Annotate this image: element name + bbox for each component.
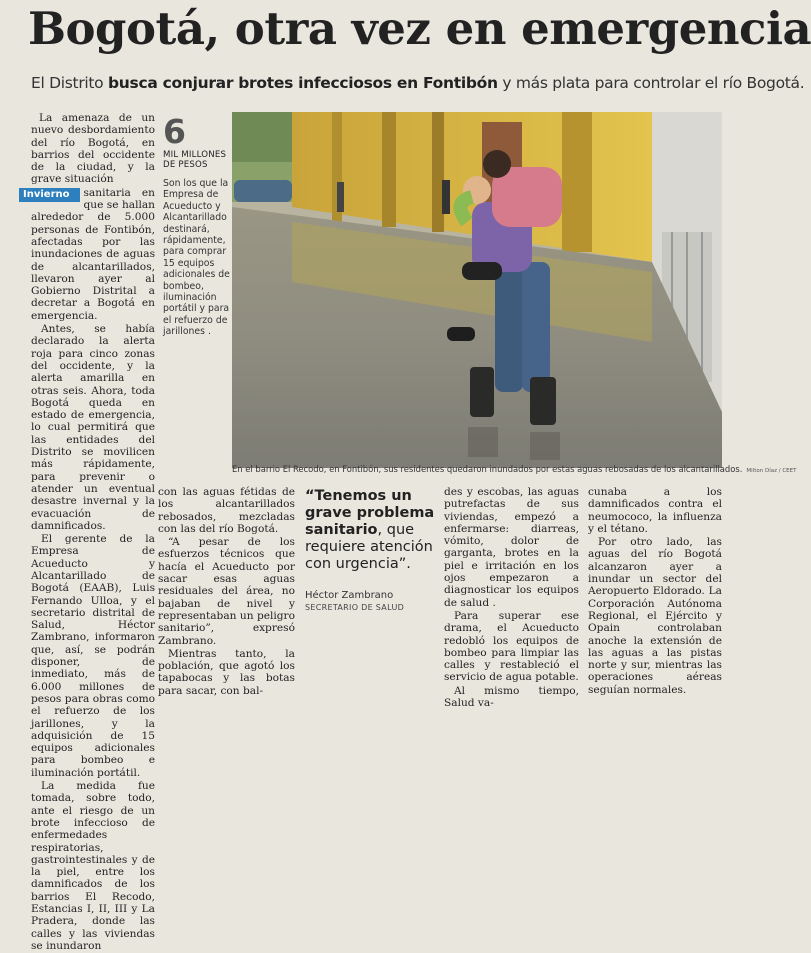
factbox-number: 6: [163, 112, 186, 151]
col3-paragraph-2: Para superar ese drama, el Acueducto redobló los equipos de bombeo para limpiar las calles y restableció el servicio de agua potable.: [444, 609, 579, 684]
col3-paragraph-3: Al mismo tiempo, Salud va-: [444, 684, 579, 710]
subheadline: [31, 74, 804, 92]
pull-quote: [305, 488, 437, 573]
col4-paragraph-1: cunaba a los damnificados contra el neumococo, la influenza y el tétano.: [588, 486, 722, 535]
subhead-bold: busca conjurar brotes infecciosos en Fontibón: [108, 74, 498, 92]
col1-paragraph-2: Antes, se había declarado la alerta roja para cinco zonas del occidente, y la alerta amarilla en otras seis. Ahora, toda Bogotá queda en estado de emergencia, lo cual permitirá que las entidades del Distrito se movilicen más rápidamente, para prevenir o atender un eventual desastre invernal y la evacuación de damnificados.: [31, 323, 155, 532]
factbox-text: Son los que la Empresa de Acueducto y Alcantarillado destinará, rápidamente, para comprar 15 equipos adicionales de bombeo, iluminación portátil y para el refuerzo de jarillones .: [163, 178, 230, 338]
section-tag: Invierno: [19, 188, 80, 202]
col2-paragraph-3: Mientras tanto, la población, que agotó los tapabocas y las botas para sacar, con bal-: [158, 647, 295, 697]
col3-paragraph-1: des y escobas, las aguas putrefactas de sus viviendas, empezó a enfermarse: diarreas, vómito, dolor de garganta, brotes en la piel e irritación en los ojos empezaron a diagnosticar los equipos de salud .: [444, 486, 579, 609]
pull-quote-bold: “Tenemos un grave problema sanitario: [305, 488, 435, 538]
col1-paragraph-4: La medida fue tomada, sobre todo, ante el riesgo de un brote infeccioso de enfermedades respiratorias, gastrointestinales y de la piel, entre los damnificados de los barrios El Recodo, Estancias I, II, III y La Pradera, donde las calles y las viviendas se inundaron: [31, 780, 155, 952]
pull-quote-rest: , que requiere atención con urgencia”.: [305, 522, 433, 572]
flood-photo: [232, 112, 722, 468]
col4-paragraph-2: Por otro lado, las aguas del río Bogotá alcanzaron ayer a inundar un sector del Aeropuerto Eldorado. La Corporación Autónoma Regional, el Ejército y Opain controlaban anoche la extensión de las aguas a las pistas norte y sur, mientras las operaciones aéreas seguían normales.: [588, 536, 722, 696]
flood-photo-illustration: [232, 112, 722, 468]
factbox-label: MIL MILLONES DE PESOS: [163, 150, 227, 170]
photo-caption: [232, 464, 797, 474]
article-column-2: [158, 486, 295, 698]
headline: Bogotá, otra vez en emergencia: [28, 2, 811, 55]
quote-role: SECRETARIO DE SALUD: [305, 603, 405, 612]
col2-paragraph-1: con las aguas fétidas de los alcantarillados rebosados, mezcladas con las del río Bogotá.: [158, 486, 295, 535]
quote-author: Héctor Zambrano: [305, 590, 394, 601]
col1-paragraph-1b-text: sanitaria en que se hallan alrededor de 5.000 personas de Fontibón, afectadas por las inundaciones de aguas de alcantarillados, llevaron ayer al Gobierno Distrital a decretar a Bogotá en emergencia.: [31, 186, 155, 322]
article-column-1: [23, 112, 155, 953]
photo-credit: Milton Díaz / CEET: [746, 468, 797, 474]
col1-paragraph-1a: La amenaza de un nuevo desbordamiento del río Bogotá, en barrios del occidente de la ciudad, y la grave situación: [31, 112, 155, 186]
subhead-pre: El Distrito: [31, 74, 108, 92]
col1-paragraph-1b: [23, 186, 155, 322]
col1-paragraph-3: El gerente de la Empresa de Acueducto y Alcantarillado de Bogotá (EAAB), Luis Fernando Ulloa, y el secretario distrital de Salud, Héctor Zambrano, informaron que, así, se podrán disponer, de inmediato, más de 6.000 millones de pesos para obras como el refuerzo de los jarillones, y la adquisición de 15 equipos adicionales para bombeo e iluminación portátil.: [31, 533, 155, 779]
subhead-post: y más plata para controlar el río Bogotá.: [497, 74, 805, 92]
article-column-4: [588, 486, 722, 697]
article-column-3: [444, 486, 579, 710]
col2-paragraph-2: “A pesar de los esfuerzos técnicos que hacía el Acueducto por sacar esas aguas residuales del área, no bajaban de nivel y representaban un peligro sanitario”, expresó Zambrano.: [158, 536, 295, 647]
photo-caption-text: En el barrio El Recodo, en Fontibón, sus residentes quedaron inundados por estas aguas rebosadas de los alcantarillados.: [232, 464, 743, 474]
